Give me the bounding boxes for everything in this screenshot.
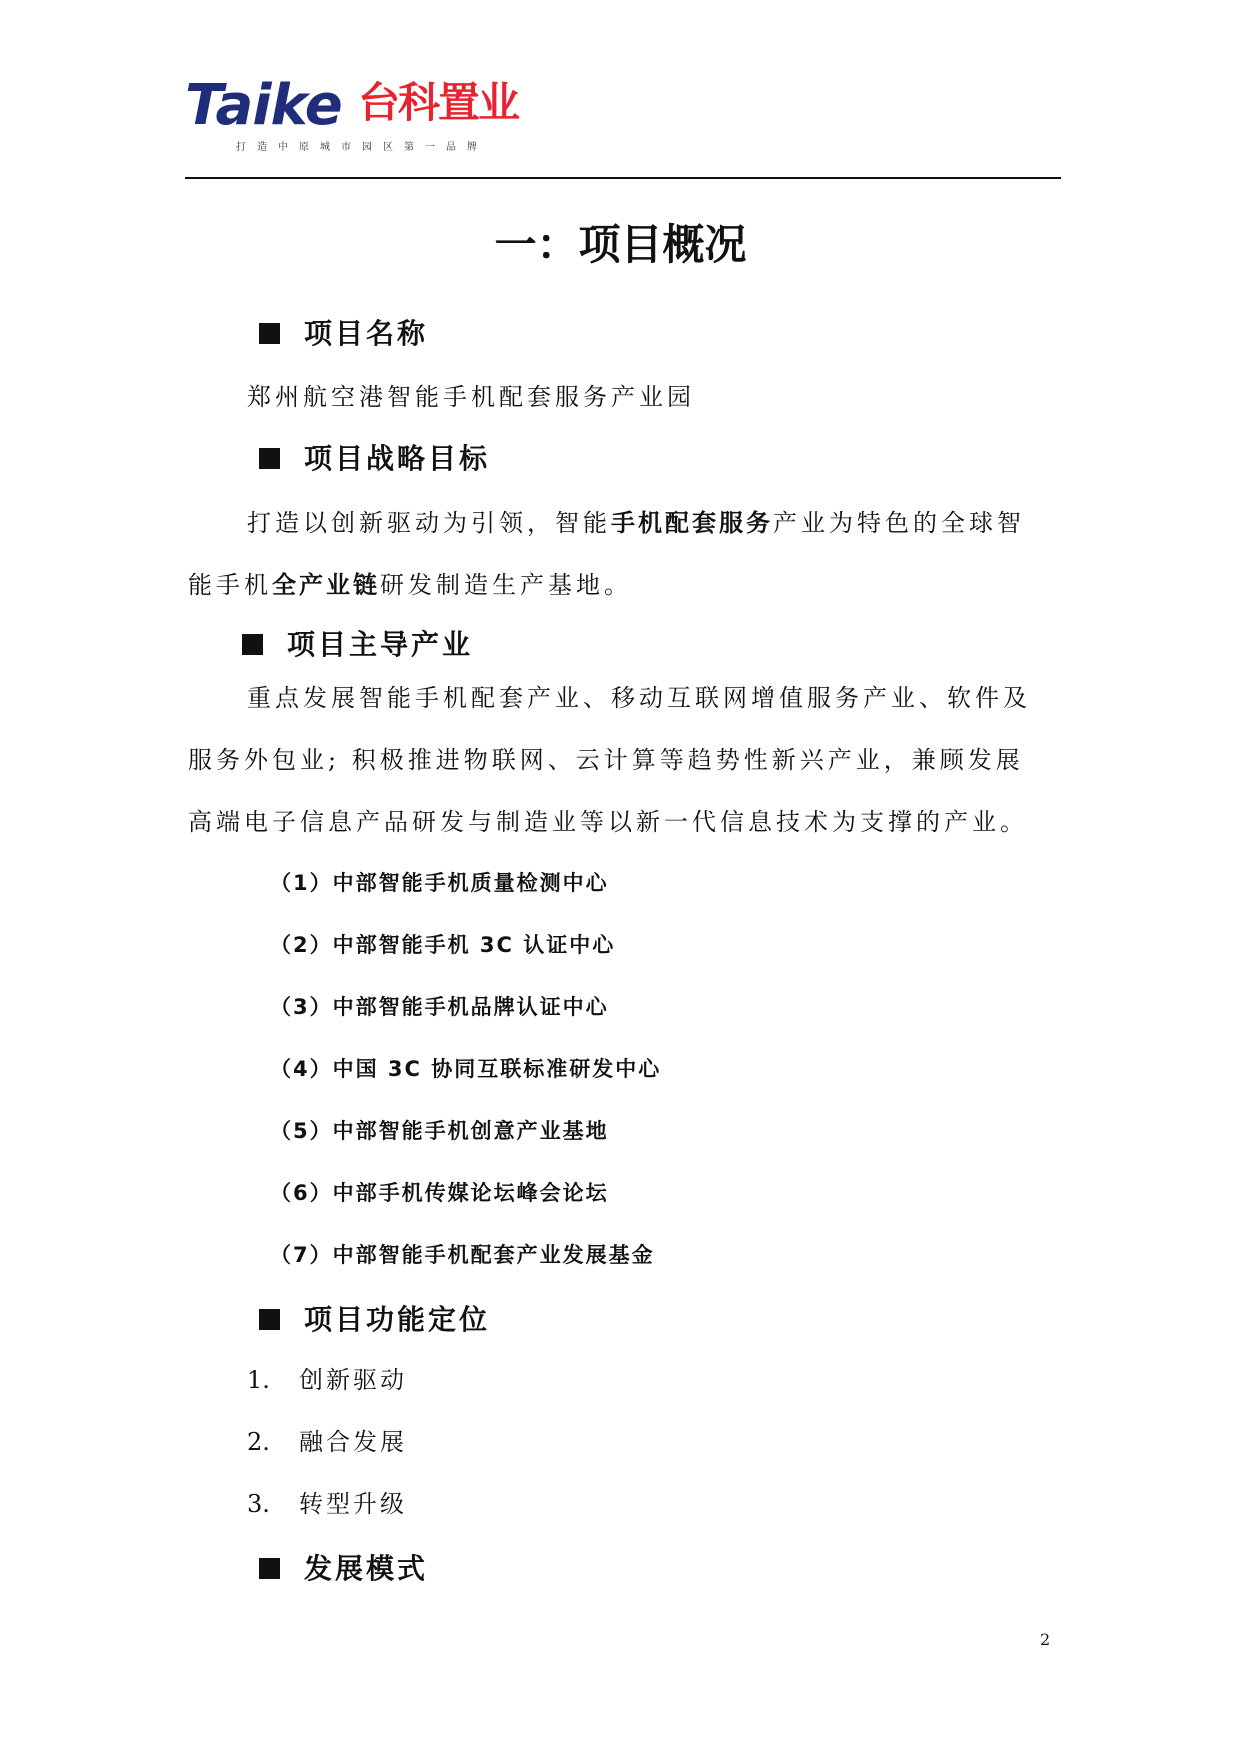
- function-list-item: 2. 融合发展: [247, 1428, 407, 1456]
- square-bullet-icon: [259, 448, 280, 469]
- goal-text-line-1: 打造以创新驱动为引领，智能手机配套服务产业为特色的全球智: [247, 509, 1025, 537]
- logo-wordmark: Taike: [185, 73, 342, 138]
- square-bullet-icon: [259, 1309, 280, 1330]
- industry-item: （1）中部智能手机质量检测中心: [270, 871, 609, 895]
- function-list-item: 3. 转型升级: [247, 1490, 407, 1518]
- industry-item: （4）中国 3C 协同互联标准研发中心: [270, 1057, 662, 1081]
- square-bullet-icon: [259, 323, 280, 344]
- logo-slogan: 打造中原城市园区第一品牌: [236, 142, 488, 153]
- industry-text-line-1: 重点发展智能手机配套产业、移动互联网增值服务产业、软件及: [247, 684, 1031, 712]
- page-title: 一：项目概况: [494, 220, 747, 269]
- section-heading-function-positioning: 项目功能定位: [259, 1300, 490, 1340]
- industry-text-line-3: 高端电子信息产品研发与制造业等以新一代信息技术为支撑的产业。: [188, 808, 1028, 836]
- industry-text-line-2: 服务外包业; 积极推进物联网、云计算等趋势性新兴产业，兼顾发展: [188, 746, 1024, 774]
- function-list-item: 1. 创新驱动: [247, 1366, 407, 1394]
- industry-item: （3）中部智能手机品牌认证中心: [270, 995, 609, 1019]
- industry-item: （6）中部手机传媒论坛峰会论坛: [270, 1181, 609, 1205]
- section-heading-leading-industry: 项目主导产业: [242, 625, 473, 665]
- industry-item: （2）中部智能手机 3C 认证中心: [270, 933, 616, 957]
- square-bullet-icon: [242, 634, 263, 655]
- project-name-text: 郑州航空港智能手机配套服务产业园: [247, 383, 695, 411]
- section-heading-development-mode: 发展模式: [259, 1549, 428, 1589]
- section-heading-strategic-goal: 项目战略目标: [259, 439, 490, 479]
- section-heading-project-name: 项目名称: [259, 314, 428, 354]
- industry-item: （5）中部智能手机创意产业基地: [270, 1119, 609, 1143]
- industry-item: （7）中部智能手机配套产业发展基金: [270, 1243, 655, 1267]
- logo-chinese-name: 台科置业: [358, 78, 519, 127]
- square-bullet-icon: [259, 1558, 280, 1579]
- page-number: 2: [1040, 1630, 1051, 1649]
- header-divider: [185, 177, 1061, 179]
- goal-text-line-2: 能手机全产业链研发制造生产基地。: [188, 571, 632, 599]
